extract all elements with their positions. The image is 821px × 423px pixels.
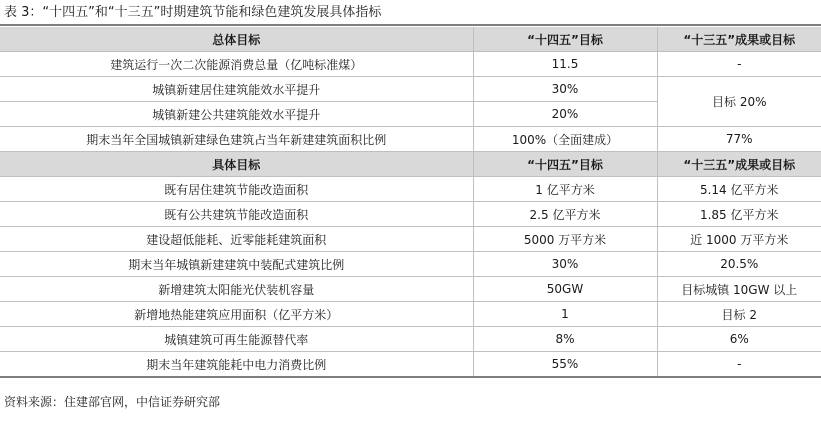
caption-divider	[0, 24, 821, 26]
plan13-cell: 20.5%	[657, 252, 821, 277]
plan14-cell: 1	[473, 302, 657, 327]
plan13-cell: 近 1000 万平方米	[657, 227, 821, 252]
overall-target-cell: 建筑运行一次二次能源消费总量（亿吨标准煤）	[0, 52, 473, 77]
plan14-cell: 11.5	[473, 52, 657, 77]
header-plan13: “十三五”成果或目标	[657, 27, 821, 52]
plan13-merged-cell: 目标 20%	[657, 77, 821, 127]
table-row	[0, 177, 821, 202]
specific-target-cell: 城镇建筑可再生能源替代率	[0, 327, 473, 352]
header-plan13: “十三五”成果或目标	[657, 152, 821, 177]
table-row	[0, 252, 821, 277]
specific-target-cell: 既有居住建筑节能改造面积	[0, 177, 473, 202]
table-row	[0, 202, 821, 227]
plan13-cell: -	[657, 352, 821, 378]
indicators-table	[0, 27, 821, 378]
specific-target-cell: 既有公共建筑节能改造面积	[0, 202, 473, 227]
header-specific-target: 具体目标	[0, 152, 473, 177]
table-caption: 表 3：“十四五”和“十三五”时期建筑节能和绿色建筑发展具体指标	[4, 5, 382, 20]
header-plan14: “十四五”目标	[473, 152, 657, 177]
plan14-cell: 55%	[473, 352, 657, 378]
plan14-cell: 5000 万平方米	[473, 227, 657, 252]
table-row	[0, 227, 821, 252]
plan14-cell: 1 亿平方米	[473, 177, 657, 202]
source-note: 资料来源：住建部官网，中信证券研究部	[4, 395, 221, 409]
overall-header-row	[0, 27, 821, 52]
specific-target-cell: 建设超低能耗、近零能耗建筑面积	[0, 227, 473, 252]
overall-target-cell: 城镇新建公共建筑能效水平提升	[0, 102, 473, 127]
plan14-cell: 100%（全面建成）	[473, 127, 657, 152]
plan14-cell: 8%	[473, 327, 657, 352]
plan13-cell: 目标 2	[657, 302, 821, 327]
header-plan14: “十四五”目标	[473, 27, 657, 52]
plan14-cell: 30%	[473, 77, 657, 102]
plan13-cell: -	[657, 52, 821, 77]
plan14-cell: 2.5 亿平方米	[473, 202, 657, 227]
specific-target-cell: 新增建筑太阳能光伏装机容量	[0, 277, 473, 302]
table-row	[0, 277, 821, 302]
table-row	[0, 352, 821, 378]
specific-target-cell: 新增地热能建筑应用面积（亿平方米）	[0, 302, 473, 327]
table-row	[0, 127, 821, 152]
plan13-cell: 目标城镇 10GW 以上	[657, 277, 821, 302]
plan14-cell: 50GW	[473, 277, 657, 302]
plan13-cell: 77%	[657, 127, 821, 152]
specific-target-cell: 期末当年建筑能耗中电力消费比例	[0, 352, 473, 378]
table-row	[0, 327, 821, 352]
specific-header-row	[0, 152, 821, 177]
plan14-cell: 30%	[473, 252, 657, 277]
header-overall-target: 总体目标	[0, 27, 473, 52]
plan14-cell: 20%	[473, 102, 657, 127]
plan13-cell: 1.85 亿平方米	[657, 202, 821, 227]
specific-target-cell: 期末当年城镇新建建筑中装配式建筑比例	[0, 252, 473, 277]
overall-target-cell: 期末当年全国城镇新建绿色建筑占当年新建建筑面积比例	[0, 127, 473, 152]
table-row	[0, 302, 821, 327]
plan13-cell: 5.14 亿平方米	[657, 177, 821, 202]
table-row	[0, 77, 821, 102]
table-row	[0, 52, 821, 77]
overall-target-cell: 城镇新建居住建筑能效水平提升	[0, 77, 473, 102]
plan13-cell: 6%	[657, 327, 821, 352]
